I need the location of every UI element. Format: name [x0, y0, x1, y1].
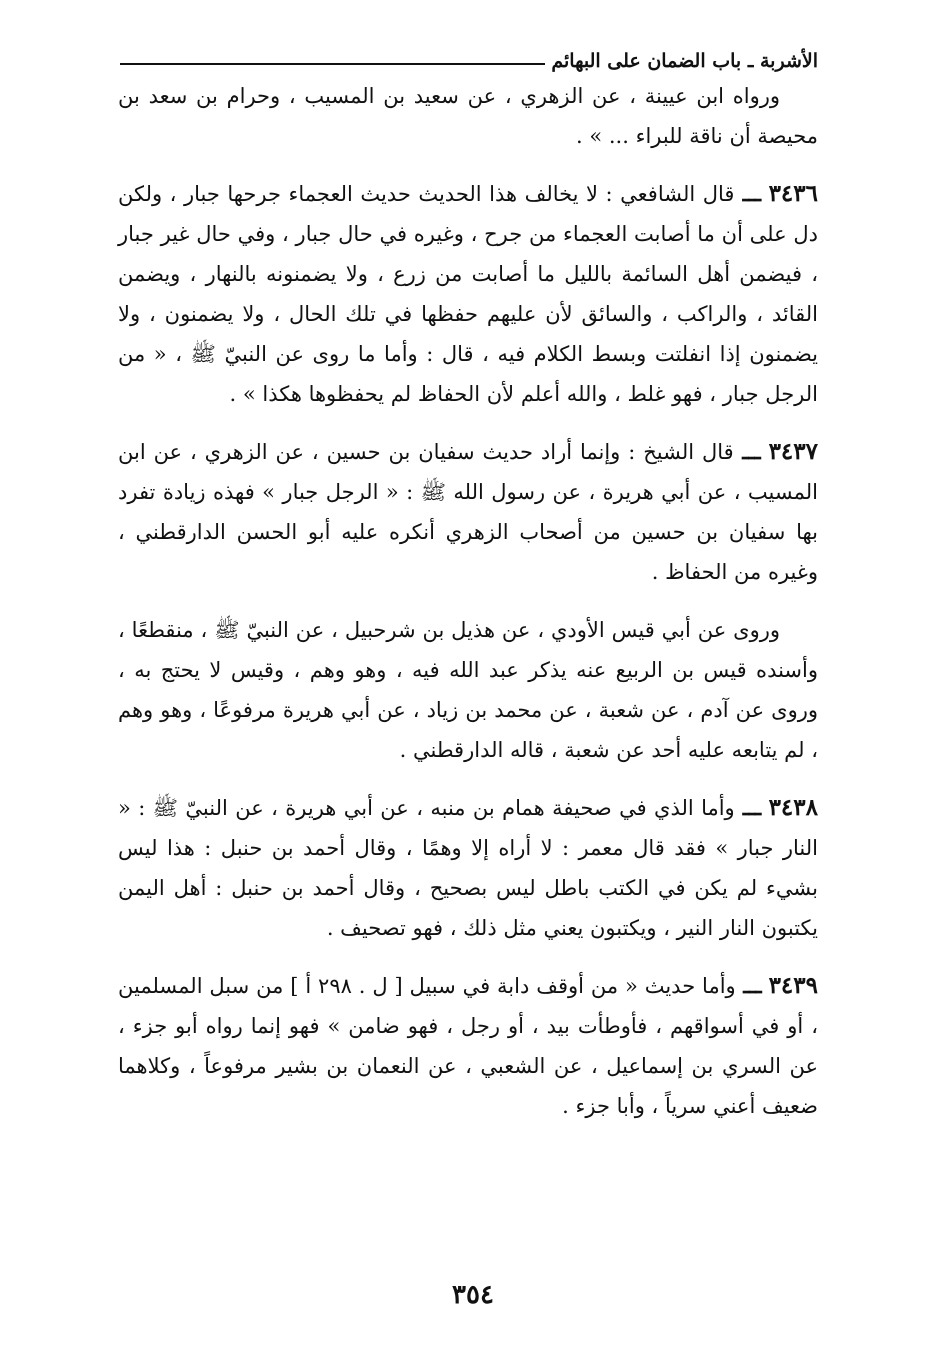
paragraph-3438 — [118, 788, 818, 948]
paragraph-continuation — [118, 76, 818, 156]
hadith-number: ٣٤٣٩ — [768, 972, 818, 999]
running-head — [120, 40, 818, 72]
header-rule — [120, 63, 545, 65]
paragraph-narration — [118, 610, 818, 770]
paragraph-text: وروى عن أبي قيس الأودي ، عن هذيل بن شرحبيل ، عن النبيّ ﷺ ، منقطعًا ، وأسنده قيس بن الربيع عنه يذكر عبد الله فيه ، وهو وهم ، وقيس لا يحتج به ، وروى عن آدم ، عن شعبة ، عن محمد بن زياد ، عن أبي هريرة مرفوعًا ، وهو وهم ، لم يتابعه عليه أحد عن شعبة ، قاله الدارقطني . — [118, 618, 818, 762]
body-text — [118, 76, 818, 1126]
number-dash: ـــ — [734, 181, 762, 206]
running-head-title: الأشربة ـ باب الضمان على البهائم — [551, 50, 818, 72]
paragraph-3436 — [118, 174, 818, 414]
hadith-number: ٣٤٣٧ — [768, 438, 818, 465]
paragraph-text: وأما الذي في صحيفة همام بن منبه ، عن أبي هريرة ، عن النبيّ ﷺ : « النار جبار » فقد قال معمر : لا أراه إلا وهمًا ، وقال أحمد بن حنبل : هذا ليس بشيء لم يكن في الكتب باطل ليس بصحيح ، وقال أحمد بن حنبل : أهل اليمن يكتبون النار النير ، ويكتبون يعني مثل ذلك ، فهو تصحيف . — [118, 796, 818, 940]
paragraph-3437 — [118, 432, 818, 592]
hadith-number: ٣٤٣٨ — [768, 794, 818, 821]
paragraph-text: ورواه ابن عيينة ، عن الزهري ، عن سعيد بن المسيب ، وحرام بن سعد بن محيصة أن ناقة للبراء ... » . — [118, 84, 818, 148]
number-dash: ـــ — [735, 973, 762, 998]
paragraph-text: قال الشيخ : وإنما أراد حديث سفيان بن حسين ، عن الزهري ، عن ابن المسيب ، عن أبي هريرة ، عن رسول الله ﷺ : « الرجل جبار » فهذه زيادة تفرد بها سفيان بن حسين من أصحاب الزهري أنكره عليه أبو الحسن الدارقطني ، وغيره من الحفاظ . — [118, 440, 818, 584]
page-number: ٣٥٤ — [452, 1280, 494, 1310]
hadith-number: ٣٤٣٦ — [768, 180, 818, 207]
paragraph-text: وأما حديث « من أوقف دابة في سبيل [ ل . ٢٩٨ أ ] من سبل المسلمين ، أو في أسواقهم ، فأوطأت بيد ، أو رجل ، فهو ضامن » فهو إنما رواه أبو جزء ، عن السري بن إسماعيل ، عن الشعبي ، عن النعمان بن بشير مرفوعاً ، وكلاهما ضعيف أعني سرياً ، وأبا جزء . — [118, 974, 818, 1118]
paragraph-text: قال الشافعي : لا يخالف هذا الحديث حديث العجماء جرحها جبار ، ولكن دل على أن ما أصابت العجماء من جرح ، وغيره في حال جبار ، وفي حال غير جبار ، فيضمن أهل السائمة بالليل ما أصابت من زرع ، ولا يضمنونه بالنهار ، ويضمن القائد ، والراكب ، والسائق لأن عليهم حفظها في تلك الحال ، ولا يضمنون ، ولا يضمنون إذا انفلتت وبسط الكلام فيه ، قال : وأما ما روى عن النبيّ ﷺ ، « من الرجل جبار ، فهو غلط ، والله أعلم لأن الحفاظ لم يحفظوها هكذا » . — [118, 182, 818, 406]
number-dash: ـــ — [733, 439, 761, 464]
paragraph-3439 — [118, 966, 818, 1126]
number-dash: ـــ — [734, 795, 762, 820]
